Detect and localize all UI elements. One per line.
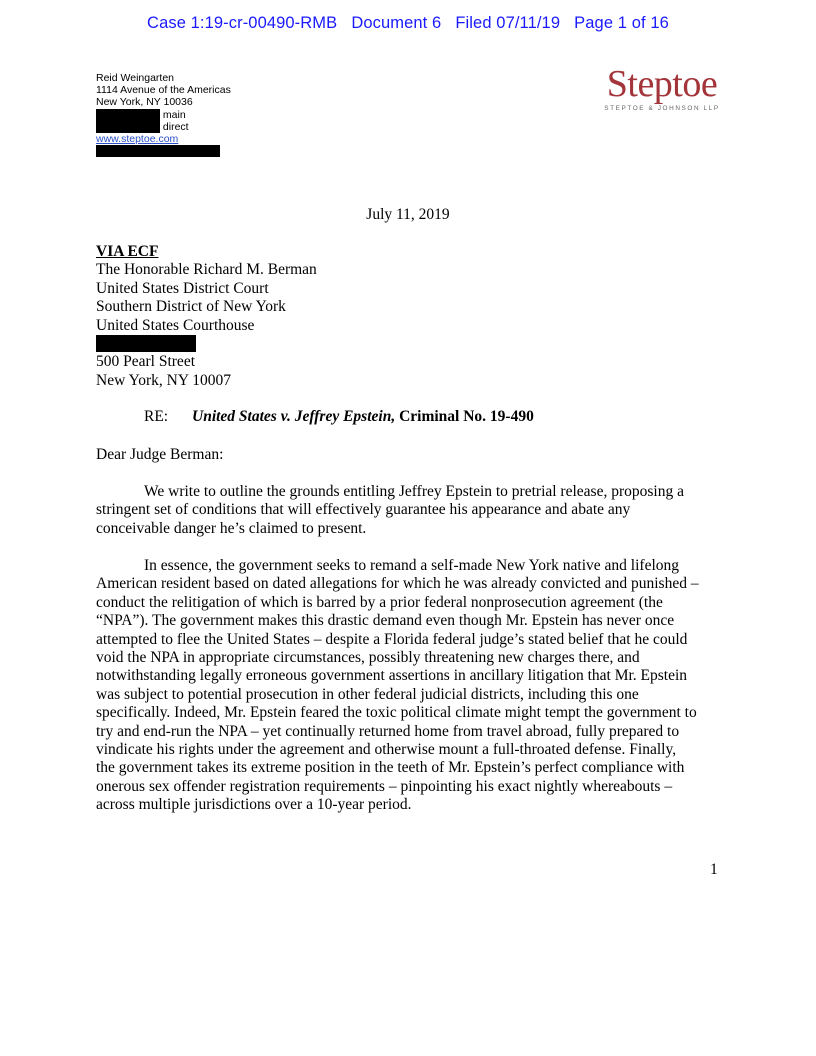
paragraph-line: conduct the relitigation of which is barred by a prior federal nonprosecution agreement (the bbox=[96, 593, 663, 611]
document-number: Document 6 bbox=[351, 14, 442, 32]
salutation: Dear Judge Berman: bbox=[96, 446, 224, 463]
sender-block bbox=[96, 72, 231, 157]
criminal-number: Criminal No. 19-490 bbox=[399, 408, 534, 425]
recipient-line: United States District Court bbox=[96, 279, 269, 297]
sender-email-line bbox=[96, 145, 231, 157]
recipient-city: New York, NY 10007 bbox=[96, 371, 232, 389]
case-number: Case 1:19-cr-00490-RMB bbox=[147, 14, 338, 32]
redaction-bar bbox=[96, 121, 160, 133]
sender-main-phone-line bbox=[96, 109, 231, 121]
filed-date: Filed 07/11/19 bbox=[455, 14, 561, 32]
recipient-street: 500 Pearl Street bbox=[96, 353, 196, 371]
sender-website-link[interactable]: www.steptoe.com bbox=[96, 133, 179, 146]
paragraph-line: onerous sex offender registration requirements – pinpointing his exact nightly whereabouts – bbox=[96, 777, 673, 795]
logo-subtitle: STEPTOE & JOHNSON LLP bbox=[604, 105, 720, 112]
logo-wordmark: Steptoe bbox=[606, 63, 718, 105]
main-phone-label: main bbox=[162, 108, 186, 121]
sender-direct-phone-line bbox=[96, 121, 231, 133]
paragraph-line: across multiple jurisdictions over a 10-year period. bbox=[96, 796, 412, 814]
paragraph-line: “NPA”). The government makes this drastic demand even though Mr. Epstein has never once bbox=[96, 612, 675, 630]
sender-website-line bbox=[96, 133, 231, 145]
recipient-line: Southern District of New York bbox=[96, 298, 286, 316]
page-number: 1 bbox=[710, 861, 718, 878]
sender-name: Reid Weingarten bbox=[96, 72, 175, 84]
redaction-bar bbox=[96, 335, 196, 352]
recipient-line: United States Courthouse bbox=[96, 316, 255, 334]
paragraph-line: was subject to potential prosecution in other federal judicial districts, including this one bbox=[96, 685, 639, 703]
recipient-redacted-line bbox=[96, 335, 317, 353]
paragraph-line: American resident based on dated allegations for which he was already convicted and punished – bbox=[96, 575, 699, 593]
paragraph-line: stringent set of conditions that will effectively guarantee his appearance and abate any bbox=[96, 501, 631, 519]
re-label: RE: bbox=[144, 408, 169, 425]
body-paragraph-1 bbox=[96, 483, 720, 538]
body-paragraph-2 bbox=[96, 557, 720, 815]
sender-address-line2: New York, NY 10036 bbox=[96, 96, 193, 109]
direct-phone-label: direct bbox=[162, 120, 189, 133]
paragraph-line: conceivable danger he’s claimed to present. bbox=[96, 519, 367, 537]
paragraph-line: attempted to flee the United States – despite a Florida federal judge’s stated belief that he could bbox=[96, 630, 688, 648]
paragraph-line: specifically. Indeed, Mr. Epstein feared the toxic political climate might tempt the government to bbox=[96, 704, 697, 722]
recipient-block bbox=[96, 243, 317, 390]
paragraph-line: try and end-run the NPA – yet continually returned home from travel abroad, fully prepared to bbox=[96, 722, 680, 740]
case-name: United States v. Jeffrey Epstein, bbox=[192, 408, 396, 425]
paragraph-line: vindicate his rights under the agreement and otherwise mount a full-throated defense. Finally, bbox=[96, 741, 677, 759]
redaction-bar bbox=[96, 109, 160, 121]
recipient-line: The Honorable Richard M. Berman bbox=[96, 261, 317, 279]
re-line bbox=[144, 408, 534, 426]
paragraph-line: We write to outline the grounds entitling Jeffrey Epstein to pretrial release, proposing a bbox=[144, 483, 684, 500]
ecf-header-stamp bbox=[0, 14, 816, 33]
sender-address-line1: 1114 Avenue of the Americas bbox=[96, 84, 231, 97]
steptoe-logo bbox=[603, 63, 721, 112]
via-ecf-label: VIA ECF bbox=[96, 243, 159, 260]
paragraph-line: void the NPA in appropriate circumstances, possibly threatening new charges there, and bbox=[96, 649, 640, 667]
paragraph-line: notwithstanding legally erroneous government assertions in ancillary litigation that Mr. Epstein bbox=[96, 667, 688, 685]
redaction-bar bbox=[96, 145, 220, 157]
paragraph-line: In essence, the government seeks to remand a self-made New York native and lifelong bbox=[144, 557, 680, 574]
page-count: Page 1 of 16 bbox=[574, 14, 669, 32]
paragraph-line: the government takes its extreme position in the teeth of Mr. Epstein’s perfect compliance with bbox=[96, 759, 685, 777]
letter-date: July 11, 2019 bbox=[366, 206, 450, 223]
